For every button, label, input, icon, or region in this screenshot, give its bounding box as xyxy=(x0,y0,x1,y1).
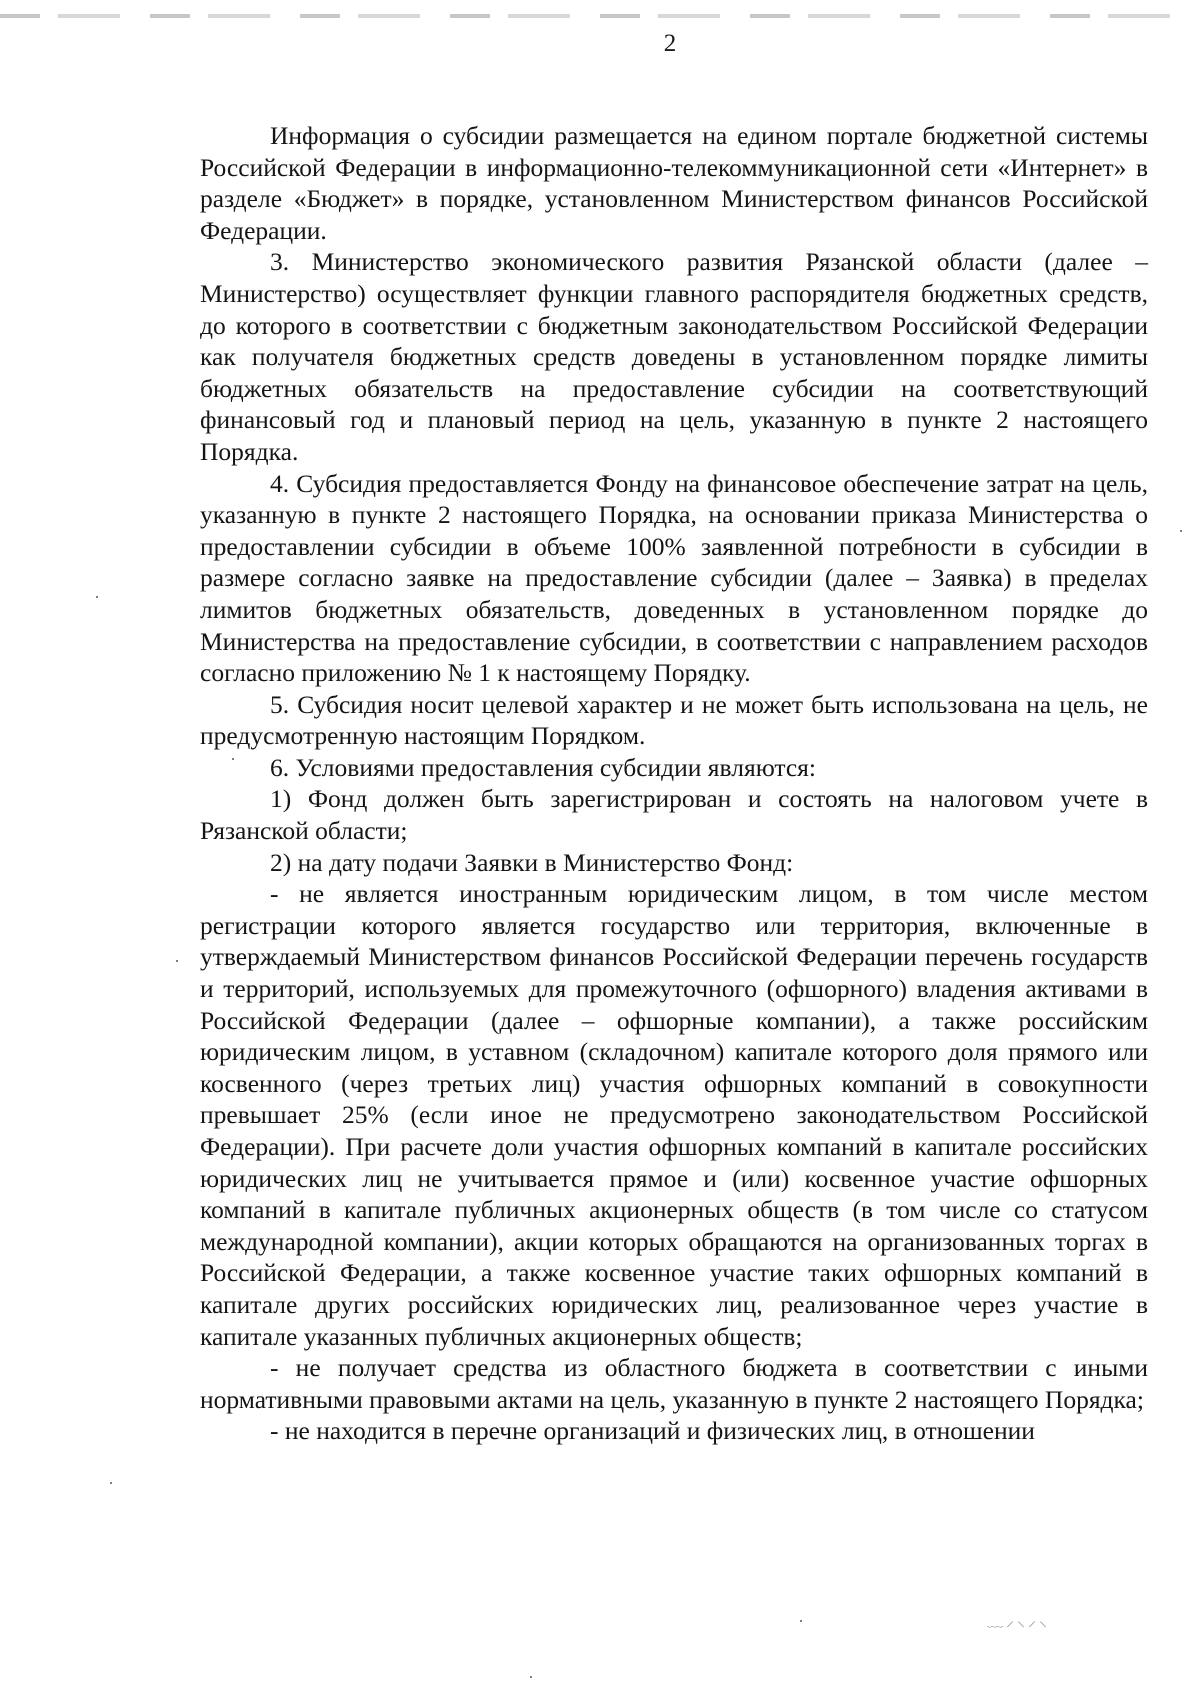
scan-speck xyxy=(176,960,178,962)
scan-speck xyxy=(800,1620,802,1622)
paragraph-condition-1: 1) Фонд должен быть зарегистрирован и состоять на налоговом учете в Рязанской области; xyxy=(200,784,1148,846)
scan-speck xyxy=(110,1482,112,1484)
scan-speck xyxy=(530,1676,532,1678)
document-body xyxy=(200,120,1148,1447)
paragraph-condition-2: 2) на дату подачи Заявки в Министерство Фонд: xyxy=(270,847,794,877)
paragraph-offshore: - не является иностранным юридическим лицом, в том числе местом регистрации которого является государство или территория, включенные в утверждаемый Министерством финансов Российской Федерации перечень государств и территорий, используемых для промежуточного (офшорного) владения активами в Российской Федерации (далее – офшорные компании), а также российским юридическим лицом, в уставном (складочном) капитале которого доля прямого или косвенного (через третьих лиц) участия офшорных компаний в совокупности превышает 25% (если иное не предусмотрено законодательством Российской Федерации). При расчете доли участия офшорных компаний в капитале российских юридических лиц не учитывается прямое и (или) косвенное участие офшорных компаний в капитале публичных акционерных обществ (в том числе со статусом международной компании), акции которых обращаются на организованных торгах в Российской Федерации, а также косвенное участие таких офшорных компаний в капитале других российских юридических лиц, реализованное через участие в капитале указанных публичных акционерных обществ; xyxy=(200,879,1148,1351)
paragraph-subsidy-info: Информация о субсидии размещается на едином портале бюджетной системы Российской Федерации в информационно-телекоммуникационной сети «Интернет» в разделе «Бюджет» в порядке, установленном Министерством финансов Российской Федерации. xyxy=(200,121,1148,245)
paragraph-item-6: 6. Условиями предоставления субсидии являются: xyxy=(270,752,816,782)
paragraph-item-5: 5. Субсидия носит целевой характер и не может быть использована на цель, не предусмотренную настоящим Порядком. xyxy=(200,689,1148,751)
scan-edge-artifact xyxy=(0,14,1200,18)
scan-speck xyxy=(232,758,234,760)
scan-speck xyxy=(1180,530,1182,532)
paragraph-item-3: 3. Министерство экономического развития Рязанской области (далее – Министерство) осуществляет функции главного распорядителя бюджетных средств, до которого в соответствии с бюджетным законодательством Российской Федерации как получателя бюджетных средств доведены в установленном порядке лимиты бюджетных обязательств на предоставление субсидии на соответствующий финансовый год и плановый период на цель, указанную в пункте 2 настоящего Порядка. xyxy=(200,247,1148,466)
scan-speck xyxy=(96,596,98,598)
scan-smudge-mark: ﹏⸝⸜⸝⸜ xyxy=(986,1611,1050,1630)
paragraph-regional-budget: - не получает средства из областного бюджета в соответствии с иными нормативными правовыми актами на цель, указанную в пункте 2 настоящего Порядка; xyxy=(200,1353,1148,1414)
page-number: 2 xyxy=(663,30,677,57)
paragraph-list-entry: - не находится в перечне организаций и физических лиц, в отношении xyxy=(270,1416,1035,1446)
paragraph-item-4: 4. Субсидия предоставляется Фонду на финансовое обеспечение затрат на цель, указанную в пункте 2 настоящего Порядка, на основании приказа Министерства о предоставлении субсидии в объеме 100% заявленной потребности в субсидии в размере согласно заявке на предоставление субсидии (далее – Заявка) в пределах лимитов бюджетных обязательств, доведенных в установленном порядке до Министерства на предоставление субсидии, в соответствии с направлением расходов согласно приложению № 1 к настоящему Порядку. xyxy=(200,468,1148,688)
